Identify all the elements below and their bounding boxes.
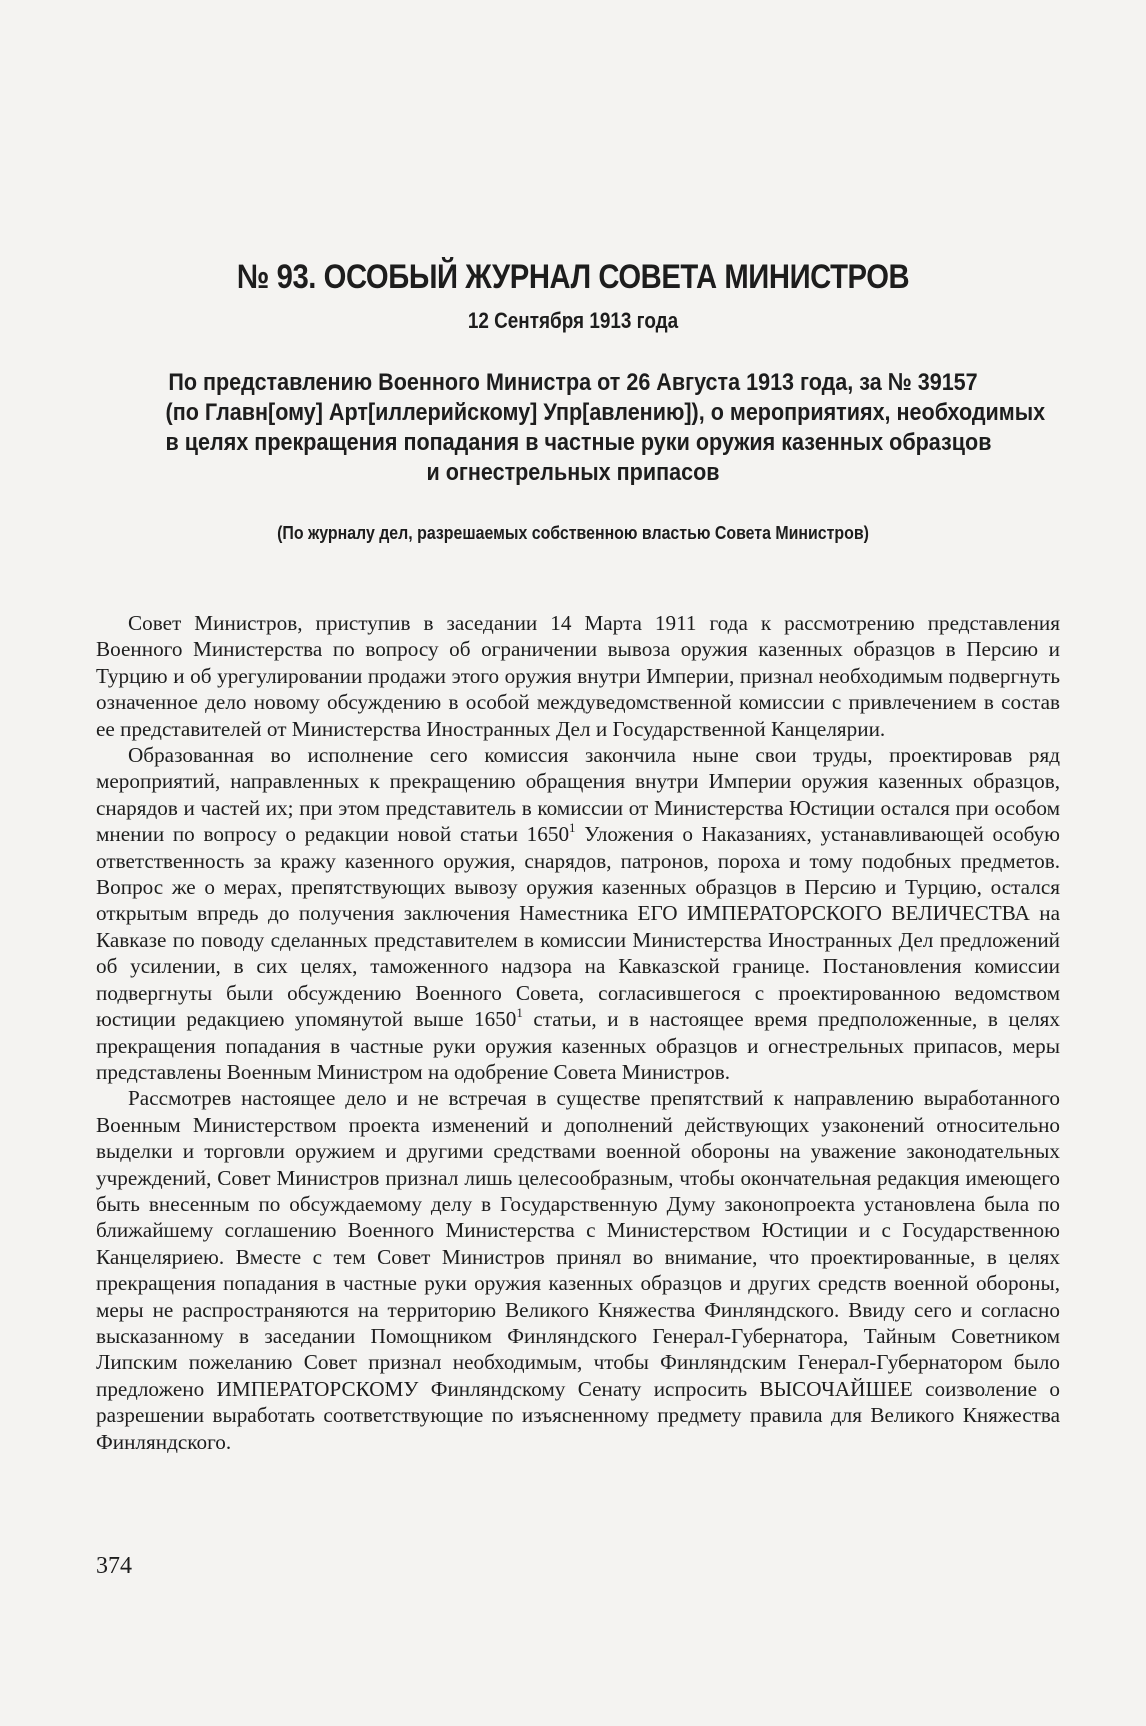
document-note: (По журналу дел, разрешаемых собственною властью Совета Министров): [277, 522, 869, 543]
paragraph-text: Образованная во исполнение сего комиссия закончила ныне свои труды, проектировав ряд мероприятий, направленных к прекращению обращения внутри Империи оружия казенных образцов, снарядов и частей их; при этом представитель в комиссии от Министерства Юстиции остался при особом мнении по вопросу о редакции новой статьи 1650: [96, 743, 1060, 847]
paragraph-text: Уложения о Наказаниях, устанавливающей особую ответственность за кражу казенного оружия, снарядов, патронов, пороха и тому подобных предметов. Вопрос же о мерах, препятствующих вывозу оружия казенных образцов в Персию и Турцию, остался открытым впредь до получения заключения Наместника ЕГО ИМПЕРАТОРСКОГО ВЕЛИЧЕСТВА на Кавказе по поводу сделанных представителем в комиссии Министерства Иностранных Дел предложений об усилении, в сих целях, таможенного надзора на Кавказской границе. Постановления комиссии подвергнуты были обсуждению Военного Совета, согласившегося с проектированною ведомством юстиции редакциею упомянутой выше 1650: [96, 822, 1060, 1032]
paragraph-text: статьи, и в настоящее время предположенные, в целях прекращения попадания в частные руки оружия казенных образцов и огнестрельных припасов, меры представлены Военным Министром на одобрение Совета Министров.: [96, 1007, 1060, 1084]
paragraph-text: Рассмотрев настоящее дело и не встречая в существе препятствий к направлению выработанного Военным Министерством проекта изменений и дополнений действующих узаконений относительно выделки и торговли оружием и другими средствами военной обороны на уважение законодательных учреждений, Совет Министров признал лишь целесообразным, чтобы окончательная редакция имеющего быть внесенным по обсуждаемому делу в Государственную Думу законопроекта установлена была по ближайшему соглашению Военного Министерства с Министерством Юстиции и с Государственною Канцеляриею. Вместе с тем Совет Министров принял во внимание, что проектированные, в целях прекращения попадания в частные руки оружия казенных образцов и других средств военной обороны, меры не распространяются на территорию Великого Княжества Финляндского. Ввиду сего и согласно высказанному в заседании Помощником Финляндского Генерал-Губернатора, Тайным Советником Липским пожеланию Совет признал необходимым, чтобы Финляндским Генерал-Губернатором было предложено ИМПЕРАТОРСКОМУ Финляндскому Сенату испросить ВЫСОЧАЙШЕЕ соизволение о разрешении выработать соответствующие по изъясненному предмету правила для Великого Княжества Финляндского.: [96, 1086, 1060, 1454]
page-number: 374: [96, 1553, 132, 1579]
subject-line: в целях прекращения попадания в частные руки оружия казенных образцов: [165, 429, 992, 456]
superscript: 1: [569, 820, 576, 836]
subject-line: (по Главн[ому] Арт[иллерийскому] Упр[авлению]), о мероприятиях, необходимых: [165, 399, 1046, 426]
subject-line: и огнестрельных припасов: [426, 459, 720, 486]
paragraph-text: Совет Министров, приступив в заседании 14 Марта 1911 года к рассмотрению представления Военного Министерства по вопросу об ограничении вывоза оружия казенных образцов в Персию и Турцию и об урегулировании продажи этого оружия внутри Империи, признал необходимым подвергнуть означенное дело новому обсуждению в особой междуведомственной комиссии с привлечением в состав ее представителей от Министерства Иностранных Дел и Государственной Канцелярии.: [96, 611, 1060, 741]
document-subject: [165, 368, 1046, 488]
document-date: 12 Сентября 1913 года: [467, 308, 679, 333]
paragraph: [96, 610, 1060, 742]
subject-line: По представлению Военного Министра от 26 Августа 1913 года, за № 39157: [168, 369, 978, 396]
paragraph: [96, 1085, 1060, 1455]
paragraph: [96, 742, 1060, 1085]
superscript: 1: [516, 1005, 523, 1021]
document-body: [96, 610, 1060, 1455]
document-title: № 93. ОСОБЫЙ ЖУРНАЛ СОВЕТА МИНИСТРОВ: [236, 258, 910, 296]
